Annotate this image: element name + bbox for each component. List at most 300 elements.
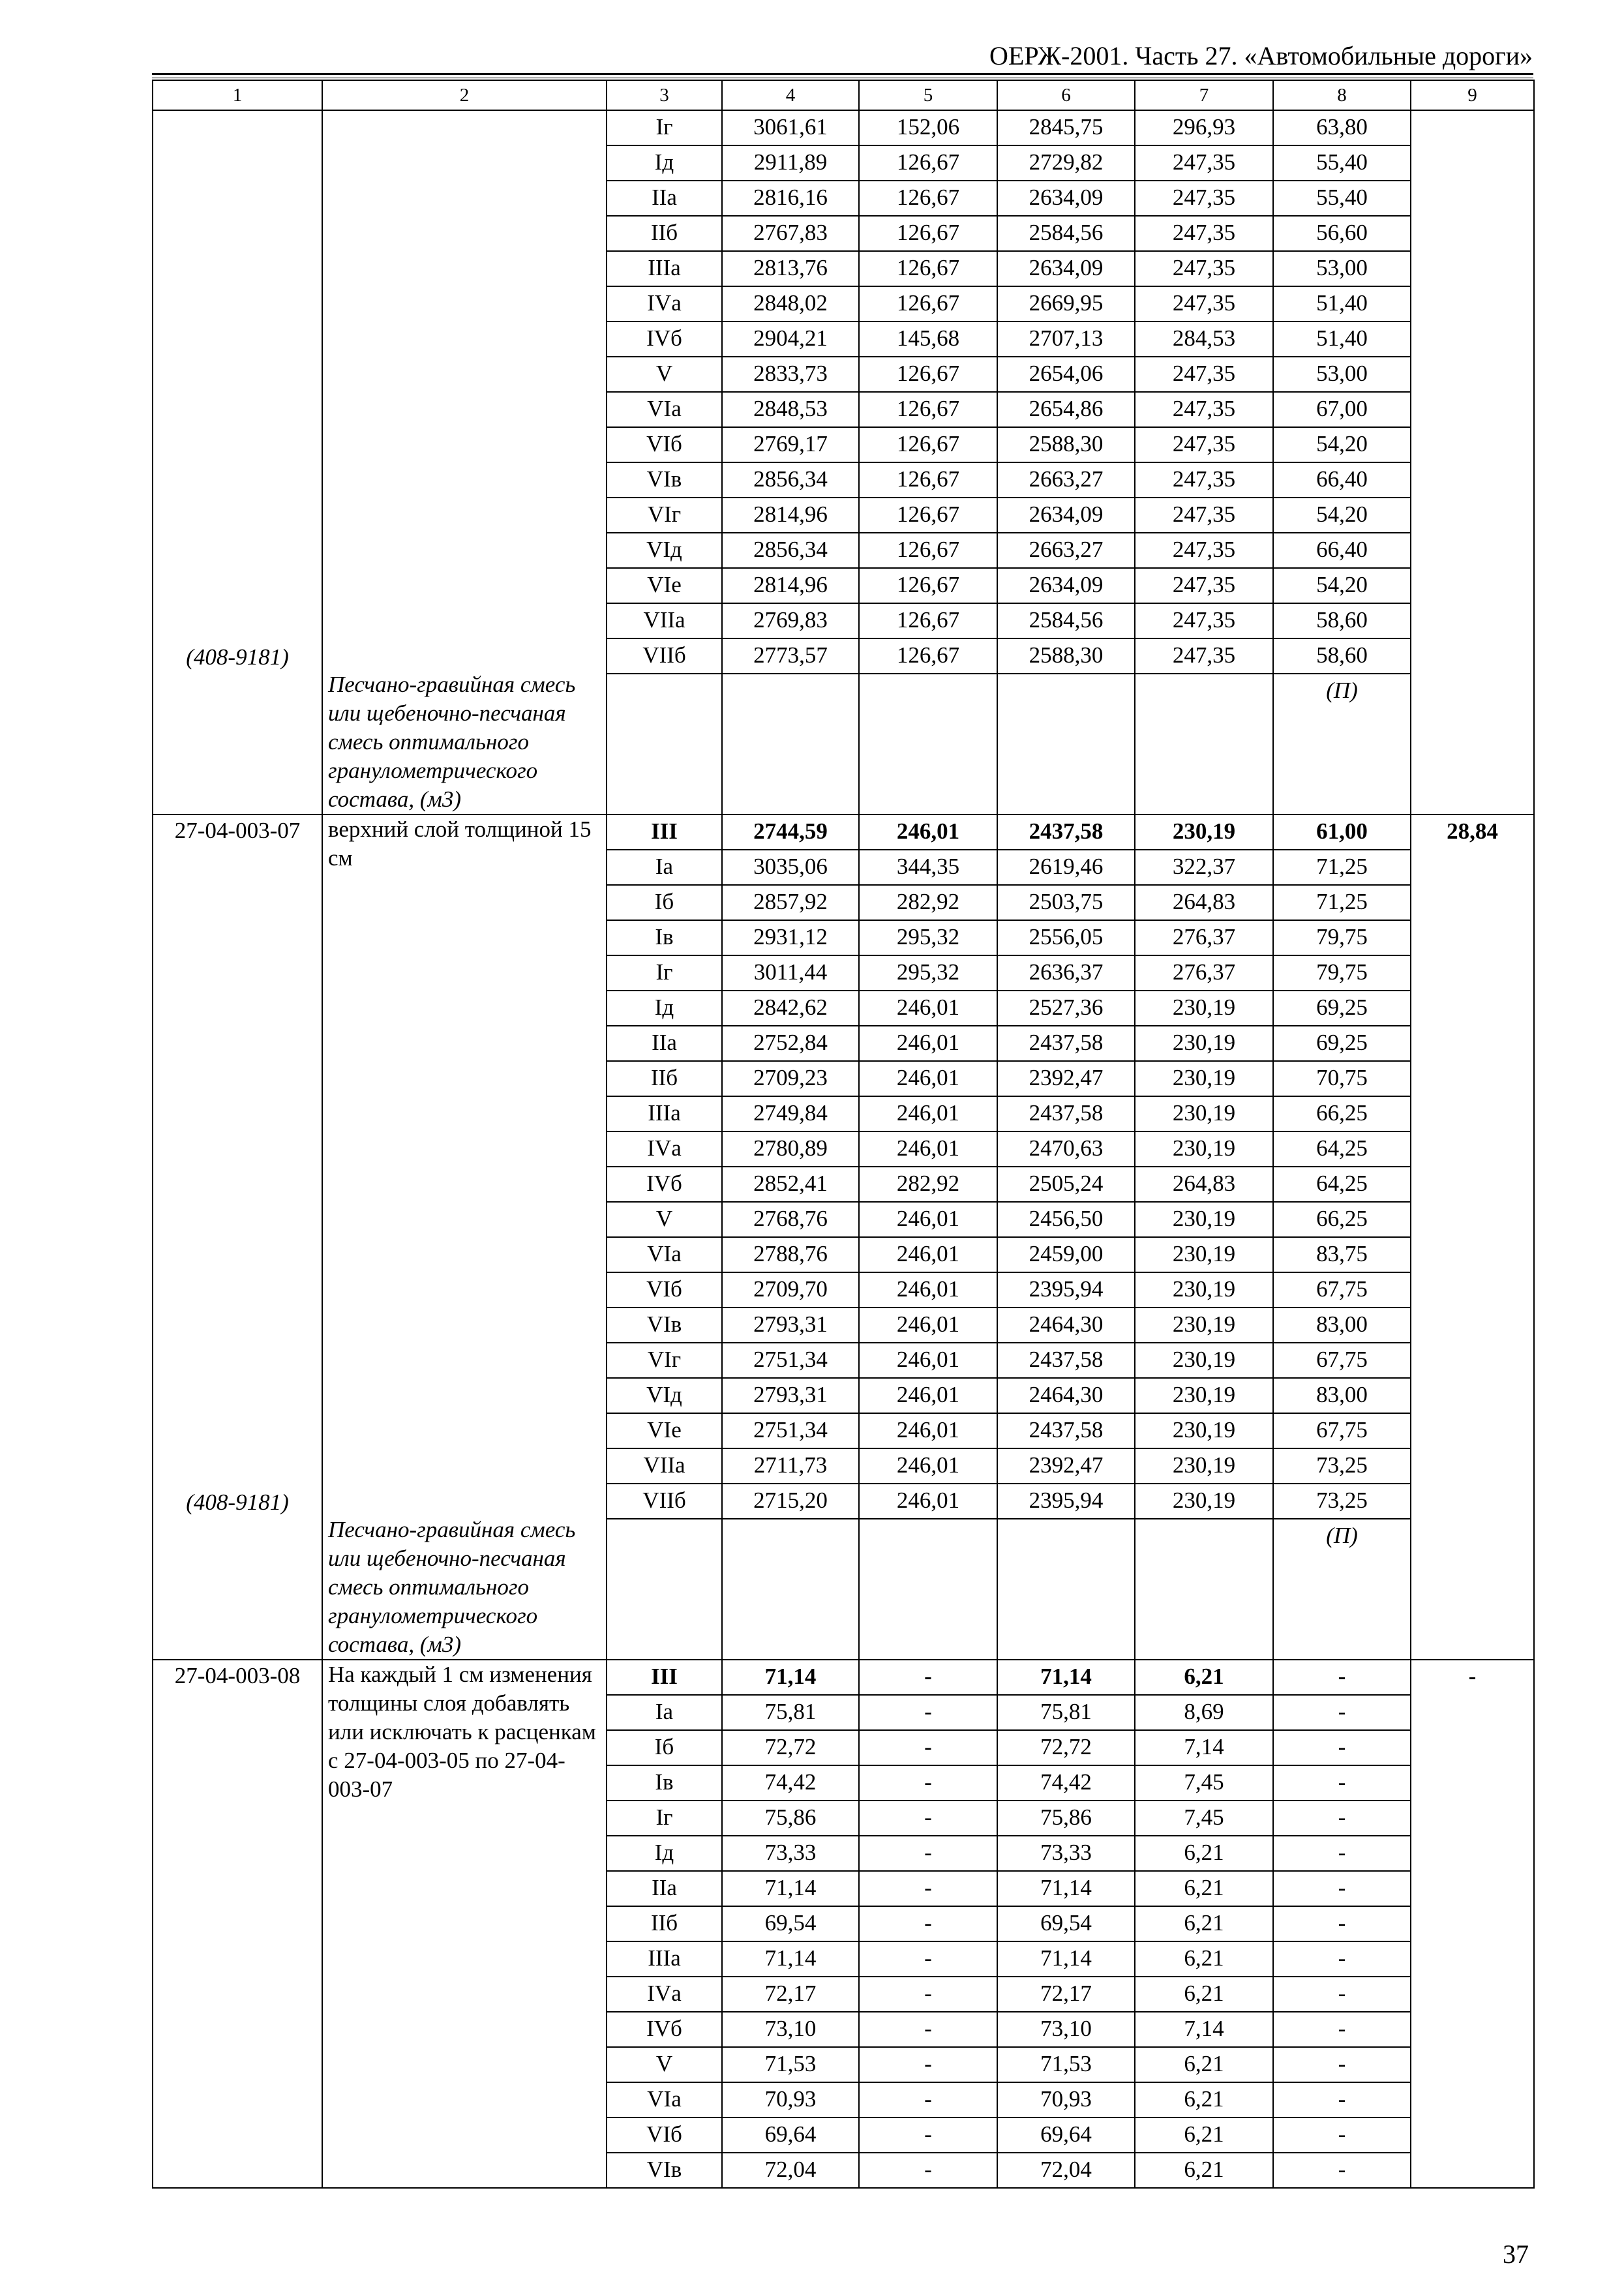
value-cell: 2392,47 (997, 1061, 1135, 1096)
territorial-zone-cell: VIб (607, 2117, 722, 2153)
value-cell: - (1273, 1836, 1411, 1871)
price-table (152, 80, 1535, 2189)
value-cell: 2503,75 (997, 885, 1135, 920)
territorial-zone-cell: IIб (607, 216, 722, 251)
column-number: 3 (607, 80, 722, 110)
value-cell: 74,42 (722, 1765, 859, 1801)
territorial-zone-cell: Iв (607, 1765, 722, 1801)
territorial-zone-cell: VIв (607, 462, 722, 498)
value-cell: 79,75 (1273, 955, 1411, 991)
value-cell: 72,72 (997, 1730, 1135, 1765)
empty-cell (722, 674, 859, 815)
value-cell: 2842,62 (722, 991, 859, 1026)
name-cell (322, 815, 607, 1660)
territorial-zone-cell: IIа (607, 1871, 722, 1906)
value-cell: 2751,34 (722, 1343, 859, 1378)
value-cell: - (859, 1730, 997, 1765)
rate-name: На каждый 1 см изменения толщины слоя добавлять или исключать к расценкам с 27-04-003-05 по 27-04-003-07 (328, 1662, 596, 1802)
value-cell: 71,14 (997, 1871, 1135, 1906)
rate-code: 27-04-003-08 (174, 1663, 301, 1688)
value-cell: 230,19 (1135, 815, 1273, 850)
col9-cell (1411, 815, 1534, 1660)
column-number: 9 (1411, 80, 1534, 110)
value-cell: - (1273, 1660, 1411, 1695)
value-cell: 246,01 (859, 1237, 997, 1272)
value-cell: 71,53 (997, 2047, 1135, 2082)
value-cell: - (1273, 1977, 1411, 2012)
value-cell: - (1273, 2117, 1411, 2153)
name-cell (322, 1660, 607, 2188)
value-cell: 230,19 (1135, 1413, 1273, 1448)
value-cell: 67,75 (1273, 1343, 1411, 1378)
material-name: Песчано-гравийная смесь или щебеночно-песчаная смесь оптимального гранулометрического состава, (м3) (328, 672, 576, 812)
material-flag-cell (1273, 1519, 1411, 1660)
value-cell: 51,40 (1273, 286, 1411, 322)
value-cell: 126,67 (859, 286, 997, 322)
value-cell: 230,19 (1135, 1484, 1273, 1519)
value-cell: 75,86 (997, 1801, 1135, 1836)
value-cell: 72,72 (722, 1730, 859, 1765)
value-cell: 2744,59 (722, 815, 859, 850)
value-cell: 2852,41 (722, 1167, 859, 1202)
value-cell: 295,32 (859, 920, 997, 955)
territorial-zone-cell: Iг (607, 110, 722, 145)
value-cell: 69,54 (722, 1906, 859, 1941)
value-cell: - (859, 2047, 997, 2082)
territorial-zone-cell: Iд (607, 991, 722, 1026)
value-cell: 7,45 (1135, 1765, 1273, 1801)
territorial-zone-cell: IVб (607, 322, 722, 357)
value-cell: 230,19 (1135, 1272, 1273, 1308)
price-table-body (153, 80, 1534, 2188)
value-cell: 247,35 (1135, 568, 1273, 603)
value-cell: 53,00 (1273, 357, 1411, 392)
value-cell: - (1273, 2153, 1411, 2188)
col9-value: 28,84 (1447, 818, 1498, 844)
territorial-zone-cell: VIа (607, 392, 722, 427)
value-cell: - (859, 2012, 997, 2047)
value-cell: 2556,05 (997, 920, 1135, 955)
value-cell: 75,81 (722, 1695, 859, 1730)
column-number: 1 (153, 80, 322, 110)
value-cell: 56,60 (1273, 216, 1411, 251)
value-cell: 246,01 (859, 1343, 997, 1378)
value-cell: 247,35 (1135, 392, 1273, 427)
value-cell: 75,81 (997, 1695, 1135, 1730)
value-cell: 145,68 (859, 322, 997, 357)
empty-cell (859, 674, 997, 815)
value-cell: 2707,13 (997, 322, 1135, 357)
territorial-zone-cell: IIIа (607, 1096, 722, 1131)
territorial-zone-cell: VIе (607, 1413, 722, 1448)
value-cell: 2715,20 (722, 1484, 859, 1519)
value-cell: 230,19 (1135, 991, 1273, 1026)
value-cell: 2931,12 (722, 920, 859, 955)
empty-cell (859, 1519, 997, 1660)
material-code: (408-9181) (186, 1489, 289, 1515)
value-cell: 2768,76 (722, 1202, 859, 1237)
value-cell: 61,00 (1273, 815, 1411, 850)
value-cell: 69,54 (997, 1906, 1135, 1941)
value-cell: 230,19 (1135, 1131, 1273, 1167)
value-cell: - (859, 1660, 997, 1695)
value-cell: 2505,24 (997, 1167, 1135, 1202)
territorial-zone-cell: VIб (607, 427, 722, 462)
value-cell: 2634,09 (997, 568, 1135, 603)
column-number: 4 (722, 80, 859, 110)
value-cell: 2788,76 (722, 1237, 859, 1272)
empty-cell (1135, 674, 1273, 815)
value-cell: 247,35 (1135, 251, 1273, 286)
value-cell: 2669,95 (997, 286, 1135, 322)
value-cell: 71,14 (722, 1941, 859, 1977)
value-cell: 71,14 (722, 1660, 859, 1695)
territorial-zone-cell: V (607, 357, 722, 392)
material-code: (408-9181) (186, 644, 289, 670)
territorial-zone-cell: VIIб (607, 1484, 722, 1519)
value-cell: 2464,30 (997, 1308, 1135, 1343)
value-cell: 6,21 (1135, 1836, 1273, 1871)
value-cell: 2634,09 (997, 181, 1135, 216)
value-cell: 2845,75 (997, 110, 1135, 145)
territorial-zone-cell: VIб (607, 1272, 722, 1308)
value-cell: 2833,73 (722, 357, 859, 392)
value-cell: 58,60 (1273, 638, 1411, 674)
value-cell: 247,35 (1135, 216, 1273, 251)
column-number: 5 (859, 80, 997, 110)
value-cell: 246,01 (859, 1308, 997, 1343)
value-cell: 6,21 (1135, 1660, 1273, 1695)
value-cell: 73,25 (1273, 1484, 1411, 1519)
value-cell: 230,19 (1135, 1061, 1273, 1096)
value-cell: 296,93 (1135, 110, 1273, 145)
value-cell: 126,67 (859, 145, 997, 181)
value-cell: 73,33 (997, 1836, 1135, 1871)
value-cell: 69,64 (722, 2117, 859, 2153)
column-number: 7 (1135, 80, 1273, 110)
value-cell: 2751,34 (722, 1413, 859, 1448)
value-cell: - (859, 1765, 997, 1801)
value-cell: - (1273, 1730, 1411, 1765)
territorial-zone-cell: VIIа (607, 603, 722, 638)
value-cell: 2793,31 (722, 1308, 859, 1343)
value-cell: 246,01 (859, 1202, 997, 1237)
territorial-zone-cell: V (607, 2047, 722, 2082)
territorial-zone-cell: IIIа (607, 251, 722, 286)
column-number: 8 (1273, 80, 1411, 110)
value-cell: 230,19 (1135, 1026, 1273, 1061)
value-cell: 2634,09 (997, 251, 1135, 286)
value-cell: 66,40 (1273, 533, 1411, 568)
value-cell: 247,35 (1135, 181, 1273, 216)
value-cell: 67,75 (1273, 1272, 1411, 1308)
value-cell: 7,14 (1135, 2012, 1273, 2047)
territorial-zone-cell: Iд (607, 1836, 722, 1871)
value-cell: 71,14 (722, 1871, 859, 1906)
value-cell: 247,35 (1135, 498, 1273, 533)
value-cell: 83,00 (1273, 1308, 1411, 1343)
value-cell: 71,53 (722, 2047, 859, 2082)
value-cell: - (1273, 1941, 1411, 1977)
value-cell: - (1273, 1765, 1411, 1801)
value-cell: 70,93 (722, 2082, 859, 2117)
value-cell: 2459,00 (997, 1237, 1135, 1272)
value-cell: 2636,37 (997, 955, 1135, 991)
empty-cell (607, 1519, 722, 1660)
value-cell: 126,67 (859, 427, 997, 462)
value-cell: 2663,27 (997, 533, 1135, 568)
value-cell: 126,67 (859, 533, 997, 568)
value-cell: 66,25 (1273, 1096, 1411, 1131)
value-cell: 230,19 (1135, 1448, 1273, 1484)
value-cell: 8,69 (1135, 1695, 1273, 1730)
value-cell: 246,01 (859, 1413, 997, 1448)
value-cell: 2437,58 (997, 1343, 1135, 1378)
value-cell: 126,67 (859, 462, 997, 498)
value-cell: 126,67 (859, 216, 997, 251)
value-cell: 2773,57 (722, 638, 859, 674)
value-cell: 71,25 (1273, 850, 1411, 885)
value-cell: 2654,86 (997, 392, 1135, 427)
header-rule-thick (152, 73, 1533, 75)
value-cell: - (1273, 1906, 1411, 1941)
territorial-zone-cell: VIа (607, 1237, 722, 1272)
column-number: 6 (997, 80, 1135, 110)
name-cell (322, 110, 607, 815)
empty-cell (722, 1519, 859, 1660)
territorial-zone-cell: VIд (607, 533, 722, 568)
value-cell: 2584,56 (997, 216, 1135, 251)
value-cell: 247,35 (1135, 462, 1273, 498)
territorial-zone-cell: III (607, 815, 722, 850)
col9-cell (1411, 110, 1534, 815)
empty-cell (607, 674, 722, 815)
value-cell: 247,35 (1135, 533, 1273, 568)
value-cell: 70,75 (1273, 1061, 1411, 1096)
territorial-zone-cell: Iа (607, 1695, 722, 1730)
value-cell: 2456,50 (997, 1202, 1135, 1237)
value-cell: 2729,82 (997, 145, 1135, 181)
value-cell: 2814,96 (722, 568, 859, 603)
value-cell: 74,42 (997, 1765, 1135, 1801)
material-name: Песчано-гравийная смесь или щебеночно-песчаная смесь оптимального гранулометрического состава, (м3) (328, 1517, 576, 1657)
table-row-main (153, 1660, 1534, 1695)
column-number: 2 (322, 80, 607, 110)
value-cell: 2813,76 (722, 251, 859, 286)
value-cell: 246,01 (859, 1061, 997, 1096)
value-cell: 72,04 (997, 2153, 1135, 2188)
value-cell: 2769,17 (722, 427, 859, 462)
value-cell: 55,40 (1273, 181, 1411, 216)
col9-cell (1411, 1660, 1534, 2188)
value-cell: 2437,58 (997, 815, 1135, 850)
value-cell: 2584,56 (997, 603, 1135, 638)
value-cell: 69,25 (1273, 991, 1411, 1026)
value-cell: 126,67 (859, 638, 997, 674)
territorial-zone-cell: IIб (607, 1906, 722, 1941)
value-cell: 67,00 (1273, 392, 1411, 427)
territorial-zone-cell: Iг (607, 955, 722, 991)
value-cell: 2588,30 (997, 427, 1135, 462)
value-cell: 2634,09 (997, 498, 1135, 533)
value-cell: - (1273, 2047, 1411, 2082)
value-cell: - (859, 1941, 997, 1977)
value-cell: 72,04 (722, 2153, 859, 2188)
territorial-zone-cell: IVа (607, 286, 722, 322)
territorial-zone-cell: IIб (607, 1061, 722, 1096)
value-cell: 2904,21 (722, 322, 859, 357)
value-cell: - (859, 2082, 997, 2117)
value-cell: 6,21 (1135, 1871, 1273, 1906)
value-cell: 264,83 (1135, 885, 1273, 920)
territorial-zone-cell: VIв (607, 1308, 722, 1343)
value-cell: - (859, 1801, 997, 1836)
value-cell: 2437,58 (997, 1026, 1135, 1061)
value-cell: 126,67 (859, 568, 997, 603)
value-cell: - (1273, 1871, 1411, 1906)
territorial-zone-cell: VIIа (607, 1448, 722, 1484)
value-cell: - (859, 2117, 997, 2153)
value-cell: 2767,83 (722, 216, 859, 251)
rate-name: верхний слой толщиной 15 см (328, 816, 592, 871)
value-cell: 69,64 (997, 2117, 1135, 2153)
territorial-zone-cell: IVа (607, 1131, 722, 1167)
value-cell: 246,01 (859, 1448, 997, 1484)
value-cell: 2857,92 (722, 885, 859, 920)
value-cell: 247,35 (1135, 427, 1273, 462)
territorial-zone-cell: IVа (607, 1977, 722, 2012)
value-cell: - (1273, 1695, 1411, 1730)
value-cell: 2464,30 (997, 1378, 1135, 1413)
value-cell: 2793,31 (722, 1378, 859, 1413)
code-cell (153, 815, 322, 1660)
value-cell: 2663,27 (997, 462, 1135, 498)
value-cell: 54,20 (1273, 427, 1411, 462)
territorial-zone-cell: VIIб (607, 638, 722, 674)
value-cell: 246,01 (859, 1131, 997, 1167)
value-cell: 2395,94 (997, 1484, 1135, 1519)
value-cell: 2437,58 (997, 1096, 1135, 1131)
value-cell: 3035,06 (722, 850, 859, 885)
value-cell: 246,01 (859, 1096, 997, 1131)
value-cell: 295,32 (859, 955, 997, 991)
value-cell: 2709,70 (722, 1272, 859, 1308)
value-cell: 7,14 (1135, 1730, 1273, 1765)
value-cell: 246,01 (859, 1484, 997, 1519)
value-cell: 344,35 (859, 850, 997, 885)
value-cell: 230,19 (1135, 1237, 1273, 1272)
territorial-zone-cell: V (607, 1202, 722, 1237)
value-cell: 63,80 (1273, 110, 1411, 145)
value-cell: 67,75 (1273, 1413, 1411, 1448)
value-cell: 2709,23 (722, 1061, 859, 1096)
value-cell: 126,67 (859, 603, 997, 638)
territorial-zone-cell: Iг (607, 1801, 722, 1836)
value-cell: 71,14 (997, 1941, 1135, 1977)
value-cell: 246,01 (859, 815, 997, 850)
page-number: 37 (1503, 2239, 1529, 2269)
value-cell: 152,06 (859, 110, 997, 145)
value-cell: 72,17 (722, 1977, 859, 2012)
value-cell: 53,00 (1273, 251, 1411, 286)
value-cell: 276,37 (1135, 955, 1273, 991)
value-cell: 58,60 (1273, 603, 1411, 638)
value-cell: 54,20 (1273, 568, 1411, 603)
value-cell: 246,01 (859, 1378, 997, 1413)
value-cell: 126,67 (859, 251, 997, 286)
value-cell: 72,17 (997, 1977, 1135, 2012)
value-cell: 126,67 (859, 357, 997, 392)
territorial-zone-cell: VIг (607, 498, 722, 533)
material-unit-flag: (П) (1326, 678, 1358, 703)
value-cell: 73,10 (997, 2012, 1135, 2047)
value-cell: 6,21 (1135, 1977, 1273, 2012)
value-cell: 282,92 (859, 885, 997, 920)
document-header: ОЕРЖ-2001. Часть 27. «Автомобильные дороги» (989, 41, 1533, 70)
territorial-zone-cell: VIв (607, 2153, 722, 2188)
column-number-row (153, 80, 1534, 110)
material-flag-cell (1273, 674, 1411, 815)
value-cell: 230,19 (1135, 1378, 1273, 1413)
value-cell: 3061,61 (722, 110, 859, 145)
value-cell: 247,35 (1135, 603, 1273, 638)
territorial-zone-cell: IVб (607, 1167, 722, 1202)
value-cell: 284,53 (1135, 322, 1273, 357)
value-cell: 55,40 (1273, 145, 1411, 181)
value-cell: 264,83 (1135, 1167, 1273, 1202)
value-cell: - (859, 1695, 997, 1730)
value-cell: 2856,34 (722, 533, 859, 568)
value-cell: 246,01 (859, 991, 997, 1026)
value-cell: 6,21 (1135, 2153, 1273, 2188)
value-cell: 2856,34 (722, 462, 859, 498)
value-cell: 2816,16 (722, 181, 859, 216)
territorial-zone-cell: IIIа (607, 1941, 722, 1977)
value-cell: 230,19 (1135, 1343, 1273, 1378)
territorial-zone-cell: Iб (607, 885, 722, 920)
value-cell: 2437,58 (997, 1413, 1135, 1448)
col9-value: - (1468, 1664, 1477, 1689)
value-cell: 2395,94 (997, 1272, 1135, 1308)
value-cell: 282,92 (859, 1167, 997, 1202)
territorial-zone-cell: IVб (607, 2012, 722, 2047)
empty-cell (997, 674, 1135, 815)
value-cell: 2470,63 (997, 1131, 1135, 1167)
value-cell: 2619,46 (997, 850, 1135, 885)
territorial-zone-cell: IIа (607, 1026, 722, 1061)
value-cell: 322,37 (1135, 850, 1273, 885)
value-cell: 246,01 (859, 1272, 997, 1308)
territorial-zone-cell: VIг (607, 1343, 722, 1378)
value-cell: 79,75 (1273, 920, 1411, 955)
value-cell: 6,21 (1135, 2082, 1273, 2117)
value-cell: 2654,06 (997, 357, 1135, 392)
material-unit-flag: (П) (1326, 1523, 1358, 1548)
value-cell: 230,19 (1135, 1202, 1273, 1237)
value-cell: 75,86 (722, 1801, 859, 1836)
value-cell: 69,25 (1273, 1026, 1411, 1061)
value-cell: 73,25 (1273, 1448, 1411, 1484)
value-cell: 126,67 (859, 181, 997, 216)
value-cell: 7,45 (1135, 1801, 1273, 1836)
value-cell: 71,25 (1273, 885, 1411, 920)
code-cell (153, 110, 322, 815)
value-cell: 2588,30 (997, 638, 1135, 674)
value-cell: 66,40 (1273, 462, 1411, 498)
value-cell: 6,21 (1135, 2117, 1273, 2153)
empty-cell (997, 1519, 1135, 1660)
value-cell: 71,14 (997, 1660, 1135, 1695)
